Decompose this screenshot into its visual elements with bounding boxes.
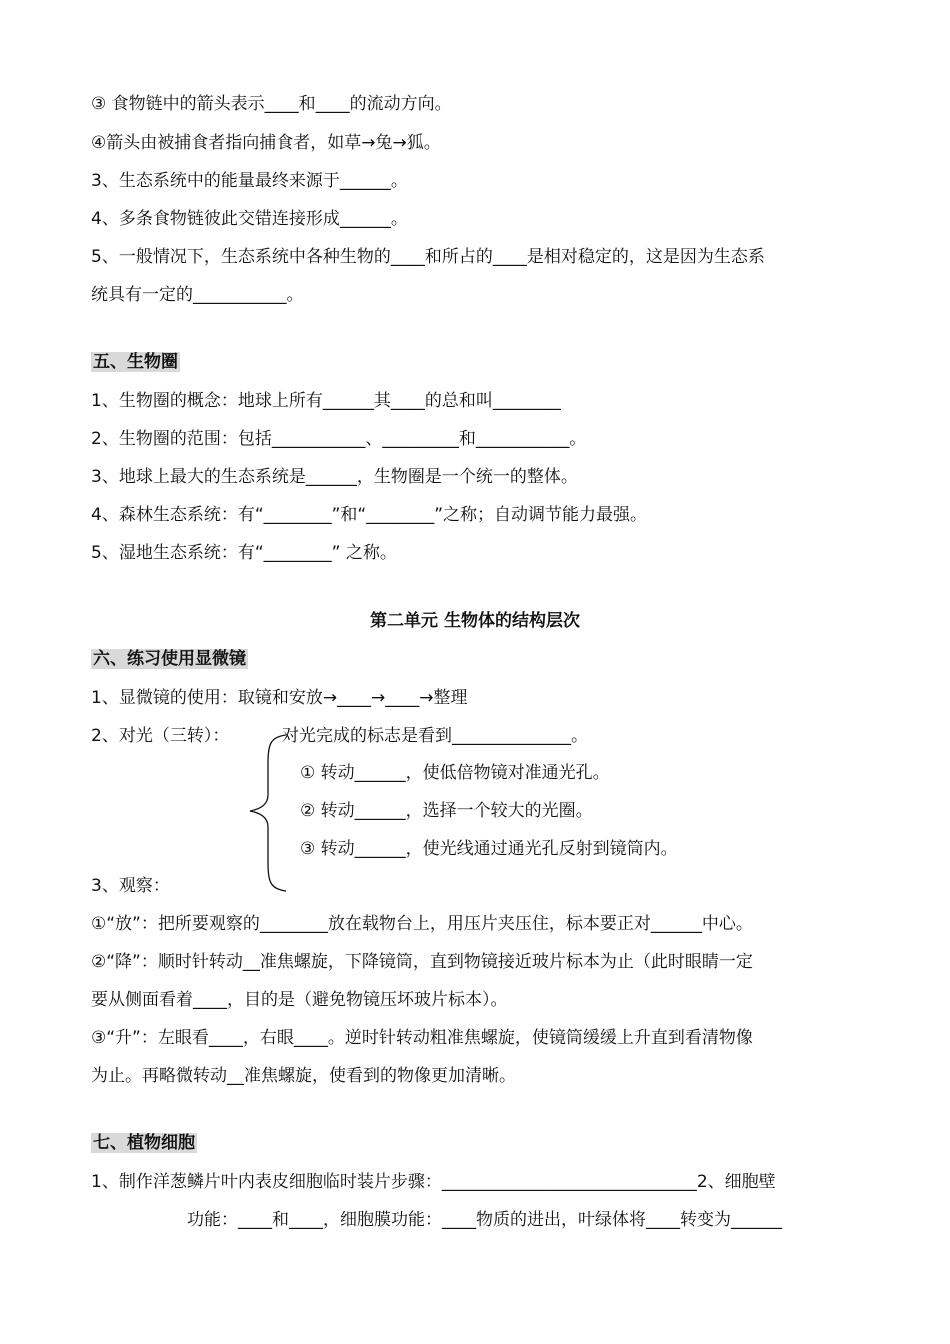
line-food-chain-arrow: ③ 食物链中的箭头表示____和____的流动方向。 — [91, 94, 452, 114]
line-light-sign: 对光完成的标志是看到______________。 — [282, 726, 588, 746]
line-light-step-2: ② 转动______，选择一个较大的光圈。 — [300, 801, 593, 821]
line-observe-label: 3、观察： — [91, 876, 170, 896]
line-stability-2: 统具有一定的___________。 — [91, 285, 304, 305]
line-microscope-usage: 1、显微镜的使用：取镜和安放→____→____→整理 — [91, 688, 468, 708]
line-observe-raise-2: 为止。再略微转动__准焦螺旋，使看到的物像更加清晰。 — [91, 1066, 516, 1086]
line-observe-lower-2: 要从侧面看着____，目的是（避免物镜压坏玻片标本）。 — [91, 990, 508, 1010]
line-food-web: 4、多条食物链彼此交错连接形成______。 — [91, 209, 408, 229]
line-food-chain-direction: ④箭头由被捕食者指向捕食者，如草→兔→狐。 — [91, 133, 441, 153]
curly-brace — [246, 733, 290, 893]
heading-text: 六、练习使用显微镜 — [93, 649, 246, 669]
line-observe-lower-1: ②“降”：顺时针转动__准焦螺旋，下降镜筒，直到物镜接近玻片标本为止（此时眼睛一定 — [91, 952, 753, 972]
line-biosphere-range: 2、生物圈的范围：包括___________、_________和___________。 — [91, 429, 587, 449]
section-heading-biosphere — [91, 350, 180, 374]
line-energy-source: 3、生态系统中的能量最终来源于______。 — [91, 171, 408, 191]
line-stability-1: 5、一般情况下，生态系统中各种生物的____和所占的____是相对稳定的，这是因为生态系 — [91, 247, 765, 267]
line-light-label: 2、对光（三转）： — [91, 726, 230, 746]
section-heading-microscope — [91, 647, 248, 671]
unit-title: 第二单元 生物体的结构层次 — [370, 611, 580, 631]
section-heading-plant-cell — [91, 1131, 197, 1155]
line-largest-ecosystem: 3、地球上最大的生态系统是______，生物圈是一个统一的整体。 — [91, 467, 578, 487]
line-wetland-ecosystem: 5、湿地生态系统：有“________” 之称。 — [91, 543, 397, 563]
line-biosphere-concept: 1、生物圈的概念：地球上所有______其____的总和叫________ — [91, 391, 561, 411]
heading-text: 七、植物细胞 — [93, 1133, 195, 1153]
line-slide-steps: 1、制作洋葱鳞片叶内表皮细胞临时装片步骤：______________________________2、细胞壁 — [91, 1172, 776, 1192]
line-observe-place: ①“放”：把所要观察的________放在载物台上，用压片夹压住，标本要正对______中心。 — [91, 914, 753, 934]
line-light-step-1: ① 转动______，使低倍物镜对准通光孔。 — [300, 763, 610, 783]
line-light-step-3: ③ 转动______，使光线通过通光孔反射到镜筒内。 — [300, 839, 678, 859]
line-observe-raise-1: ③“升”：左眼看____，右眼____。逆时针转动粗准焦螺旋，使镜筒缓缓上升直到看清物像 — [91, 1028, 753, 1048]
line-cell-functions: 功能：____和____，细胞膜功能：____物质的进出，叶绿体将____转变为______ — [187, 1210, 782, 1230]
line-forest-ecosystem: 4、森林生态系统：有“________”和“________”之称；自动调节能力最强。 — [91, 505, 648, 525]
heading-text: 五、生物圈 — [93, 352, 178, 372]
